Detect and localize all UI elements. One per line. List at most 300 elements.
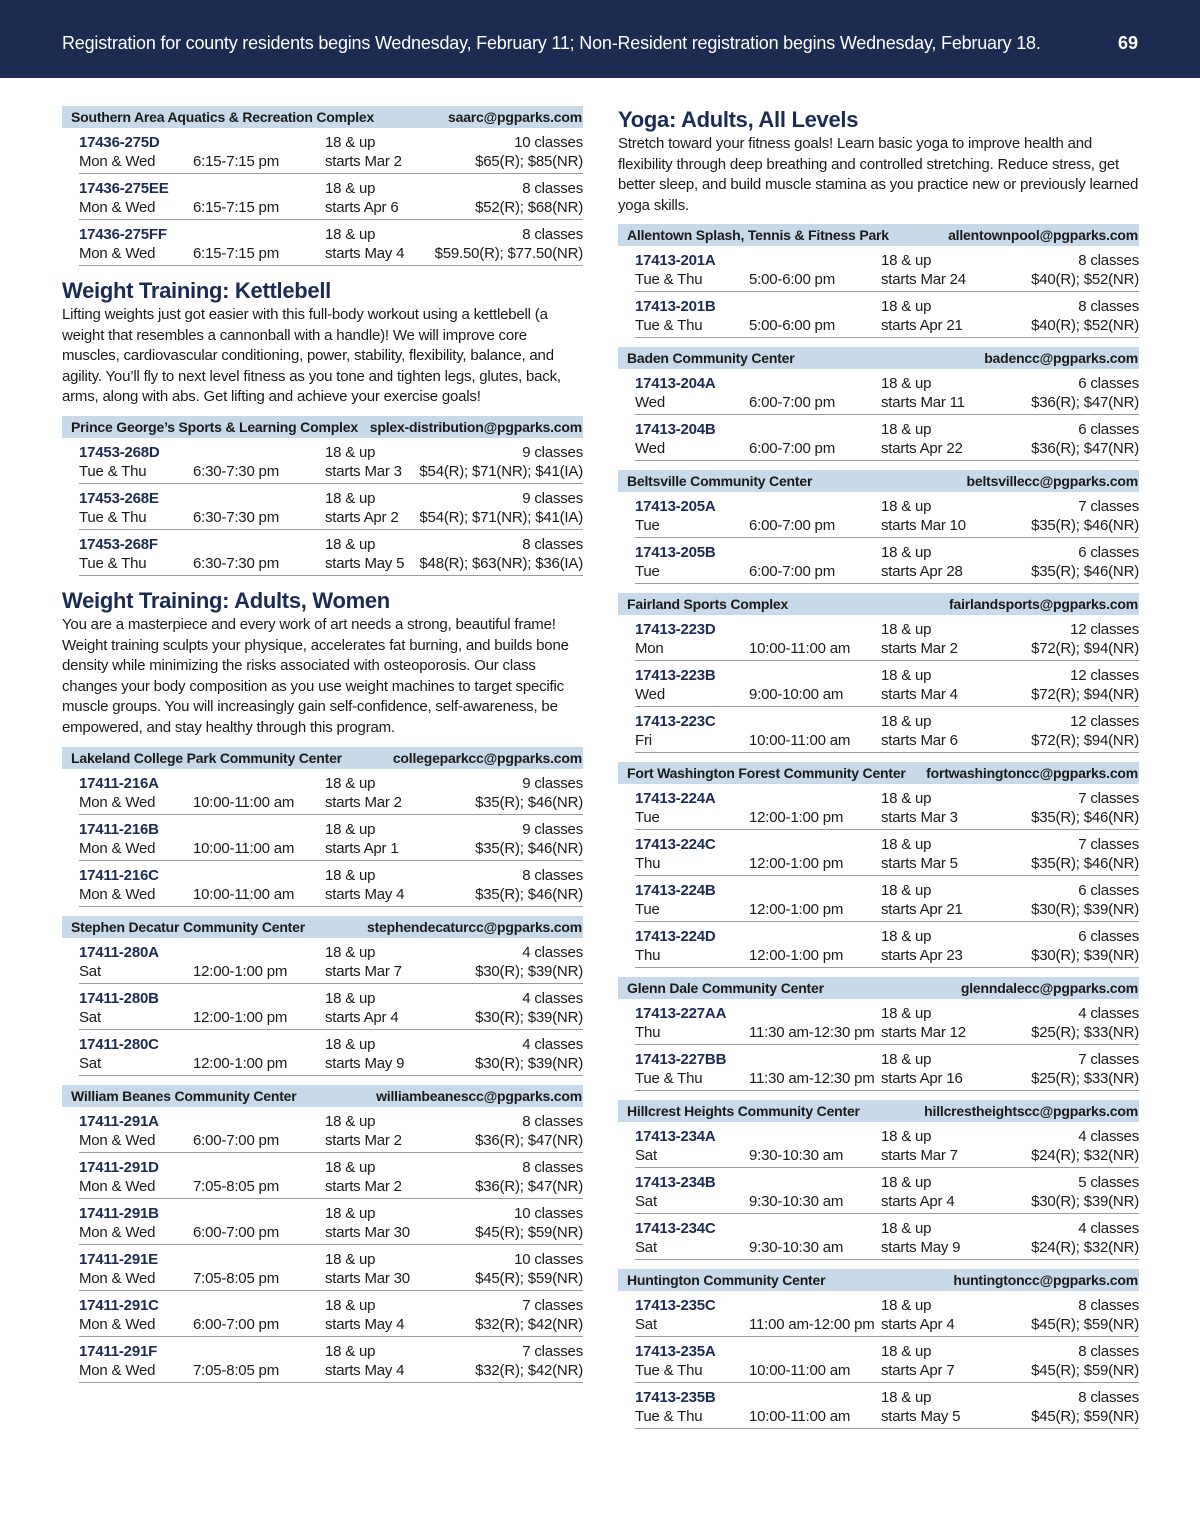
location-name: Fairland Sports Complex: [627, 596, 789, 613]
course-code: 17413-235A: [635, 1343, 716, 1361]
course-time: 6:00-7:00 pm: [749, 563, 835, 581]
location-block: [618, 1269, 1139, 1429]
course-code: 17413-224B: [635, 882, 716, 900]
course-days: Sat: [79, 1008, 101, 1026]
course-days: Sat: [635, 1239, 657, 1257]
course-code: 17411-280C: [79, 1035, 159, 1053]
course-age: 18 & up: [325, 866, 376, 884]
course-time: 10:00-11:00 am: [193, 793, 295, 811]
course-code: 17413-224D: [635, 928, 716, 946]
course-fee: $72(R); $94(NR): [1031, 686, 1139, 704]
course-start: starts Mar 7: [325, 962, 402, 980]
course-fee: $30(R); $39(NR): [475, 1008, 583, 1026]
course-time: 6:30-7:30 pm: [193, 508, 279, 526]
course-days: Wed: [635, 394, 665, 412]
course-list: [618, 784, 1139, 968]
course-row: [79, 769, 583, 815]
course-code: 17413-224C: [635, 836, 716, 854]
course-row: [635, 1214, 1139, 1260]
course-days: Wed: [635, 440, 665, 458]
location-name: Allentown Splash, Tennis & Fitness Park: [627, 227, 889, 244]
course-time: 12:00-1:00 pm: [749, 947, 844, 965]
course-fee: $45(R); $59(NR): [1031, 1408, 1139, 1426]
course-classes: 4 classes: [1078, 1128, 1139, 1146]
location-email: glenndalecc@pgparks.com: [960, 980, 1138, 997]
course-age: 18 & up: [325, 226, 376, 243]
course-fee: $35(R); $46(NR): [1031, 855, 1139, 873]
course-start: starts Mar 3: [325, 462, 402, 480]
course-fee: $36(R); $47(NR): [1031, 440, 1139, 458]
course-start: starts Mar 12: [881, 1024, 966, 1042]
course-age: 18 & up: [881, 252, 932, 270]
location-email: huntingtoncc@pgparks.com: [953, 1272, 1138, 1289]
location-header: [618, 593, 1139, 615]
course-classes: 4 classes: [1078, 1220, 1139, 1238]
course-fee: $45(R); $59(NR): [475, 1223, 583, 1241]
course-time: 9:30-10:30 am: [749, 1147, 844, 1165]
course-row: [635, 1045, 1139, 1091]
course-time: 5:00-6:00 pm: [749, 317, 835, 335]
course-start: starts May 4: [325, 1361, 405, 1379]
course-list: [62, 938, 583, 1076]
course-list: [618, 369, 1139, 461]
course-time: 6:15-7:15 pm: [193, 153, 279, 170]
course-time: 7:05-8:05 pm: [193, 1361, 279, 1379]
course-fee: $72(R); $94(NR): [1031, 732, 1139, 750]
course-row: [635, 1168, 1139, 1214]
location-header: [618, 1100, 1139, 1122]
course-code: 17413-227AA: [635, 1005, 727, 1023]
course-start: starts Apr 22: [881, 440, 963, 458]
course-time: 12:00-1:00 pm: [193, 1008, 288, 1026]
course-start: starts May 9: [881, 1239, 961, 1257]
course-row: [635, 538, 1139, 584]
course-age: 18 & up: [881, 1389, 932, 1407]
left-column: [62, 106, 583, 1392]
location-email: collegeparkcc@pgparks.com: [392, 749, 582, 766]
location-name: Lakeland College Park Community Center: [71, 749, 342, 766]
course-time: 11:30 am-12:30 pm: [749, 1070, 875, 1088]
location-block: [618, 1100, 1139, 1260]
course-days: Mon & Wed: [79, 1315, 156, 1333]
course-fee: $40(R); $52(NR): [1031, 317, 1139, 335]
course-age: 18 & up: [325, 943, 376, 961]
course-time: 7:05-8:05 pm: [193, 1269, 279, 1287]
location-email: fortwashingtoncc@pgparks.com: [926, 765, 1138, 782]
course-time: 6:00-7:00 pm: [193, 1131, 279, 1149]
location-block: [62, 416, 583, 576]
course-start: starts Apr 28: [881, 563, 963, 581]
course-days: Tue & Thu: [79, 508, 147, 526]
course-row: [79, 1337, 583, 1383]
course-classes: 7 classes: [1078, 498, 1139, 516]
course-age: 18 & up: [325, 820, 376, 838]
location-header: [62, 916, 583, 938]
course-start: starts Apr 16: [881, 1070, 963, 1088]
course-row: [79, 128, 583, 174]
course-classes: 12 classes: [1070, 713, 1139, 731]
course-age: 18 & up: [881, 498, 932, 516]
course-classes: 8 classes: [522, 180, 583, 197]
location-header: [618, 762, 1139, 784]
course-classes: 5 classes: [1078, 1174, 1139, 1192]
course-time: 6:15-7:15 pm: [193, 199, 279, 216]
location-header: [62, 106, 583, 128]
course-days: Wed: [635, 686, 665, 704]
course-row: [79, 1245, 583, 1291]
course-classes: 7 classes: [522, 1296, 583, 1314]
course-age: 18 & up: [881, 621, 932, 639]
course-row: [79, 984, 583, 1030]
course-classes: 7 classes: [1078, 1051, 1139, 1069]
course-age: 18 & up: [881, 836, 932, 854]
course-time: 10:00-11:00 am: [193, 885, 295, 903]
course-fee: $52(R); $68(NR): [475, 199, 583, 216]
course-days: Sat: [635, 1193, 657, 1211]
course-start: starts Mar 3: [881, 809, 958, 827]
course-start: starts Apr 4: [881, 1316, 955, 1334]
course-fee: $25(R); $33(NR): [1031, 1024, 1139, 1042]
course-classes: 9 classes: [522, 443, 583, 461]
course-code: 17413-205B: [635, 544, 716, 562]
course-classes: 12 classes: [1070, 621, 1139, 639]
course-row: [635, 246, 1139, 292]
course-row: [79, 1291, 583, 1337]
course-fee: $36(R); $47(NR): [475, 1131, 583, 1149]
location-email: fairlandsports@pgparks.com: [949, 596, 1138, 613]
location-block: [62, 916, 583, 1076]
course-days: Tue & Thu: [635, 271, 703, 289]
location-header: [618, 347, 1139, 369]
course-code: 17453-268F: [79, 535, 158, 553]
course-start: starts May 5: [881, 1408, 961, 1426]
course-code: 17411-291F: [79, 1342, 158, 1360]
course-code: 17411-216A: [79, 774, 159, 792]
location-block: [618, 593, 1139, 753]
course-classes: 8 classes: [522, 1158, 583, 1176]
course-classes: 6 classes: [1078, 928, 1139, 946]
course-start: starts Mar 5: [881, 855, 958, 873]
course-row: [79, 1030, 583, 1076]
course-row: [635, 784, 1139, 830]
location-header: [62, 416, 583, 438]
course-fee: $35(R); $46(NR): [475, 885, 583, 903]
course-age: 18 & up: [881, 1005, 932, 1023]
course-fee: $35(R); $46(NR): [1031, 517, 1139, 535]
course-fee: $45(R); $59(NR): [1031, 1362, 1139, 1380]
course-fee: $30(R); $39(NR): [1031, 1193, 1139, 1211]
course-list: [62, 1107, 583, 1383]
course-code: 17436-275EE: [79, 180, 169, 197]
course-classes: 8 classes: [1078, 252, 1139, 270]
course-classes: 8 classes: [522, 866, 583, 884]
course-classes: 12 classes: [1070, 667, 1139, 685]
course-start: starts Mar 6: [881, 732, 958, 750]
course-fee: $36(R); $47(NR): [475, 1177, 583, 1195]
location-header: [62, 747, 583, 769]
course-code: 17413-234A: [635, 1128, 716, 1146]
course-start: starts Apr 21: [881, 317, 963, 335]
course-start: starts Apr 1: [325, 839, 399, 857]
course-row: [79, 938, 583, 984]
course-classes: 4 classes: [522, 1035, 583, 1053]
course-classes: 8 classes: [1078, 1297, 1139, 1315]
course-code: 17413-201B: [635, 298, 716, 316]
course-age: 18 & up: [325, 1112, 376, 1130]
course-list: [62, 769, 583, 907]
course-days: Tue: [635, 809, 660, 827]
course-age: 18 & up: [881, 1128, 932, 1146]
course-row: [79, 1107, 583, 1153]
location-block: [618, 470, 1139, 584]
course-age: 18 & up: [325, 1204, 376, 1222]
course-age: 18 & up: [325, 1158, 376, 1176]
course-time: 10:00-11:00 am: [749, 640, 851, 658]
section-description: You are a masterpiece and every work of art needs a strong, beautiful frame! Weight training sculpts your physique, accelerates fat burning, and builds bone density while minimizing the risks associated with osteoporosis. Our class changes your body composition as you use weight machines to target specific muscle groups. You will increasingly gain self-confidence, self-awareness, be empowered, and stay healthy through this program.: [62, 615, 569, 736]
course-list: [618, 1122, 1139, 1260]
location-name: Huntington Community Center: [627, 1272, 826, 1289]
course-fee: $30(R); $39(NR): [1031, 947, 1139, 965]
course-list: [618, 492, 1139, 584]
course-age: 18 & up: [881, 1051, 932, 1069]
course-start: starts May 4: [325, 245, 405, 262]
course-row: [79, 1153, 583, 1199]
location-header: [618, 224, 1139, 246]
course-code: 17436-275D: [79, 134, 160, 151]
course-time: 12:00-1:00 pm: [749, 809, 844, 827]
course-code: 17411-216B: [79, 820, 159, 838]
course-time: 10:00-11:00 am: [749, 1408, 851, 1426]
course-classes: 8 classes: [522, 226, 583, 243]
location-block: [62, 1085, 583, 1383]
course-start: starts May 9: [325, 1054, 405, 1072]
course-start: starts Apr 4: [881, 1193, 955, 1211]
course-age: 18 & up: [881, 790, 932, 808]
location-block: [618, 347, 1139, 461]
course-time: 12:00-1:00 pm: [749, 855, 844, 873]
course-fee: $72(R); $94(NR): [1031, 640, 1139, 658]
course-start: starts Mar 2: [325, 1131, 402, 1149]
location-name: Southern Area Aquatics & Recreation Complex: [71, 109, 375, 125]
course-classes: 4 classes: [522, 943, 583, 961]
location-header: [618, 470, 1139, 492]
course-fee: $24(R); $32(NR): [1031, 1147, 1139, 1165]
course-time: 6:30-7:30 pm: [193, 462, 279, 480]
course-row: [635, 492, 1139, 538]
course-age: 18 & up: [325, 443, 376, 461]
course-time: 6:00-7:00 pm: [193, 1223, 279, 1241]
course-days: Sat: [79, 1054, 101, 1072]
course-row: [635, 615, 1139, 661]
course-time: 10:00-11:00 am: [749, 732, 851, 750]
location-email: splex-distribution@pgparks.com: [369, 418, 582, 435]
course-days: Mon & Wed: [79, 199, 156, 216]
course-fee: $45(R); $59(NR): [475, 1269, 583, 1287]
course-row: [79, 174, 583, 220]
course-days: Tue: [635, 901, 660, 919]
course-start: starts Mar 2: [881, 640, 958, 658]
course-age: 18 & up: [325, 1250, 376, 1268]
course-days: Tue: [635, 563, 660, 581]
course-fee: $35(R); $46(NR): [475, 839, 583, 857]
course-time: 6:30-7:30 pm: [193, 554, 279, 572]
course-fee: $25(R); $33(NR): [1031, 1070, 1139, 1088]
course-days: Mon & Wed: [79, 245, 156, 262]
course-time: 6:00-7:00 pm: [193, 1315, 279, 1333]
course-code: 17411-291C: [79, 1296, 159, 1314]
course-days: Mon & Wed: [79, 1223, 156, 1241]
course-row: [79, 438, 583, 484]
course-code: 17411-280A: [79, 943, 159, 961]
course-start: starts Apr 21: [881, 901, 963, 919]
page-number: 69: [1117, 33, 1138, 53]
location-name: Beltsville Community Center: [627, 473, 813, 490]
location-name: Stephen Decatur Community Center: [71, 918, 305, 935]
course-classes: 4 classes: [522, 989, 583, 1007]
course-time: 10:00-11:00 am: [749, 1362, 851, 1380]
location-email: stephendecaturcc@pgparks.com: [366, 918, 582, 935]
course-row: [635, 1383, 1139, 1429]
location-name: Glenn Dale Community Center: [627, 980, 824, 997]
course-code: 17453-268D: [79, 443, 160, 461]
course-age: 18 & up: [325, 1342, 376, 1360]
course-time: 11:00 am-12:00 pm: [749, 1316, 875, 1334]
course-code: 17436-275FF: [79, 226, 167, 243]
course-age: 18 & up: [881, 667, 932, 685]
course-fee: $24(R); $32(NR): [1031, 1239, 1139, 1257]
course-classes: 9 classes: [522, 489, 583, 507]
course-code: 17413-223C: [635, 713, 716, 731]
location-header: [618, 977, 1139, 999]
course-code: 17413-201A: [635, 252, 716, 270]
course-row: [635, 661, 1139, 707]
course-days: Mon & Wed: [79, 1269, 156, 1287]
course-days: Tue & Thu: [635, 1408, 703, 1426]
course-classes: 6 classes: [1078, 375, 1139, 393]
course-start: starts May 5: [325, 554, 405, 572]
course-time: 9:30-10:30 am: [749, 1239, 844, 1257]
course-start: starts Mar 7: [881, 1147, 958, 1165]
course-time: 10:00-11:00 am: [193, 839, 295, 857]
course-row: [79, 1199, 583, 1245]
course-age: 18 & up: [325, 774, 376, 792]
course-row: [635, 415, 1139, 461]
course-code: 17413-235B: [635, 1389, 716, 1407]
location-email: allentownpool@pgparks.com: [948, 227, 1138, 244]
course-classes: 7 classes: [1078, 836, 1139, 854]
course-days: Fri: [635, 732, 652, 750]
course-days: Mon & Wed: [79, 793, 156, 811]
course-list: [62, 438, 583, 576]
course-row: [635, 830, 1139, 876]
location-name: Hillcrest Heights Community Center: [627, 1103, 860, 1120]
course-age: 18 & up: [325, 1035, 376, 1053]
course-row: [79, 815, 583, 861]
location-email: badencc@pgparks.com: [984, 350, 1138, 367]
course-age: 18 & up: [325, 489, 376, 507]
course-code: 17411-291B: [79, 1204, 159, 1222]
course-days: Thu: [635, 947, 661, 965]
course-classes: 8 classes: [1078, 298, 1139, 316]
course-days: Sat: [635, 1316, 657, 1334]
course-days: Mon & Wed: [79, 1177, 156, 1195]
course-fee: $54(R); $71(NR); $41(IA): [419, 462, 583, 480]
course-time: 12:00-1:00 pm: [193, 962, 288, 980]
course-classes: 8 classes: [522, 535, 583, 553]
course-time: 6:00-7:00 pm: [749, 517, 835, 535]
course-time: 11:30 am-12:30 pm: [749, 1024, 875, 1042]
course-time: 12:00-1:00 pm: [749, 901, 844, 919]
page-header-bar: [0, 0, 1200, 78]
course-code: 17413-234B: [635, 1174, 716, 1192]
course-fee: $48(R); $63(NR); $36(IA): [419, 554, 583, 572]
course-start: starts Mar 2: [325, 793, 402, 811]
course-days: Tue & Thu: [635, 1070, 703, 1088]
course-row: [79, 220, 583, 266]
course-days: Thu: [635, 855, 661, 873]
course-start: starts Mar 11: [881, 394, 965, 412]
course-classes: 6 classes: [1078, 421, 1139, 439]
location-name: Baden Community Center: [627, 350, 795, 367]
course-fee: $59.50(R); $77.50(NR): [434, 245, 583, 262]
section-description: Stretch toward your fitness goals! Learn basic yoga to improve health and flexibility through deep breathing and controlled stretching. Reduce stress, get better sleep, and build muscle stamina as you practice new or previously learned yoga skills.: [618, 135, 1139, 214]
course-time: 6:00-7:00 pm: [749, 394, 835, 412]
location-name: Fort Washington Forest Community Center: [627, 765, 906, 782]
course-days: Tue & Thu: [79, 554, 147, 572]
course-start: starts Mar 30: [325, 1269, 410, 1287]
course-row: [635, 876, 1139, 922]
location-block: [62, 747, 583, 907]
location-email: beltsvillecc@pgparks.com: [966, 473, 1138, 490]
course-age: 18 & up: [881, 1174, 932, 1192]
location-block: [618, 977, 1139, 1091]
course-code: 17413-224A: [635, 790, 716, 808]
course-days: Mon & Wed: [79, 839, 156, 857]
course-code: 17413-235C: [635, 1297, 716, 1315]
course-start: starts Mar 4: [881, 686, 958, 704]
course-fee: $54(R); $71(NR); $41(IA): [419, 508, 583, 526]
course-classes: 9 classes: [522, 774, 583, 792]
course-code: 17413-204A: [635, 375, 716, 393]
course-code: 17413-223D: [635, 621, 716, 639]
course-code: 17413-234C: [635, 1220, 716, 1238]
course-age: 18 & up: [325, 1296, 376, 1314]
course-age: 18 & up: [881, 421, 932, 439]
course-age: 18 & up: [881, 928, 932, 946]
course-age: 18 & up: [881, 1343, 932, 1361]
course-start: starts Apr 6: [325, 199, 399, 216]
course-code: 17413-223B: [635, 667, 716, 685]
location-name: William Beanes Community Center: [71, 1087, 297, 1104]
course-fee: $30(R); $39(NR): [475, 962, 583, 980]
course-code: 17411-280B: [79, 989, 159, 1007]
course-time: 6:00-7:00 pm: [749, 440, 835, 458]
course-fee: $36(R); $47(NR): [1031, 394, 1139, 412]
course-fee: $35(R); $46(NR): [475, 793, 583, 811]
course-time: 9:30-10:30 am: [749, 1193, 844, 1211]
course-start: starts Mar 24: [881, 271, 966, 289]
course-row: [635, 1337, 1139, 1383]
course-code: 17413-204B: [635, 421, 716, 439]
course-time: 5:00-6:00 pm: [749, 271, 835, 289]
course-classes: 10 classes: [514, 134, 583, 151]
course-classes: 10 classes: [514, 1250, 583, 1268]
course-age: 18 & up: [325, 180, 376, 197]
course-row: [635, 707, 1139, 753]
course-list: [618, 999, 1139, 1091]
section-description: Lifting weights just got easier with this full-body workout using a kettlebell (a weight that resembles a cannonball with a handle)! We will improve core muscles, cardiovascular conditioning, power, stability, flexibility, balance, and agility. You’ll fly to next level fitness as you tone and tighten legs, glutes, back, arms, along with abs. Get lifting and achieve your exercise goals!: [62, 306, 561, 406]
course-days: Tue: [635, 517, 660, 535]
